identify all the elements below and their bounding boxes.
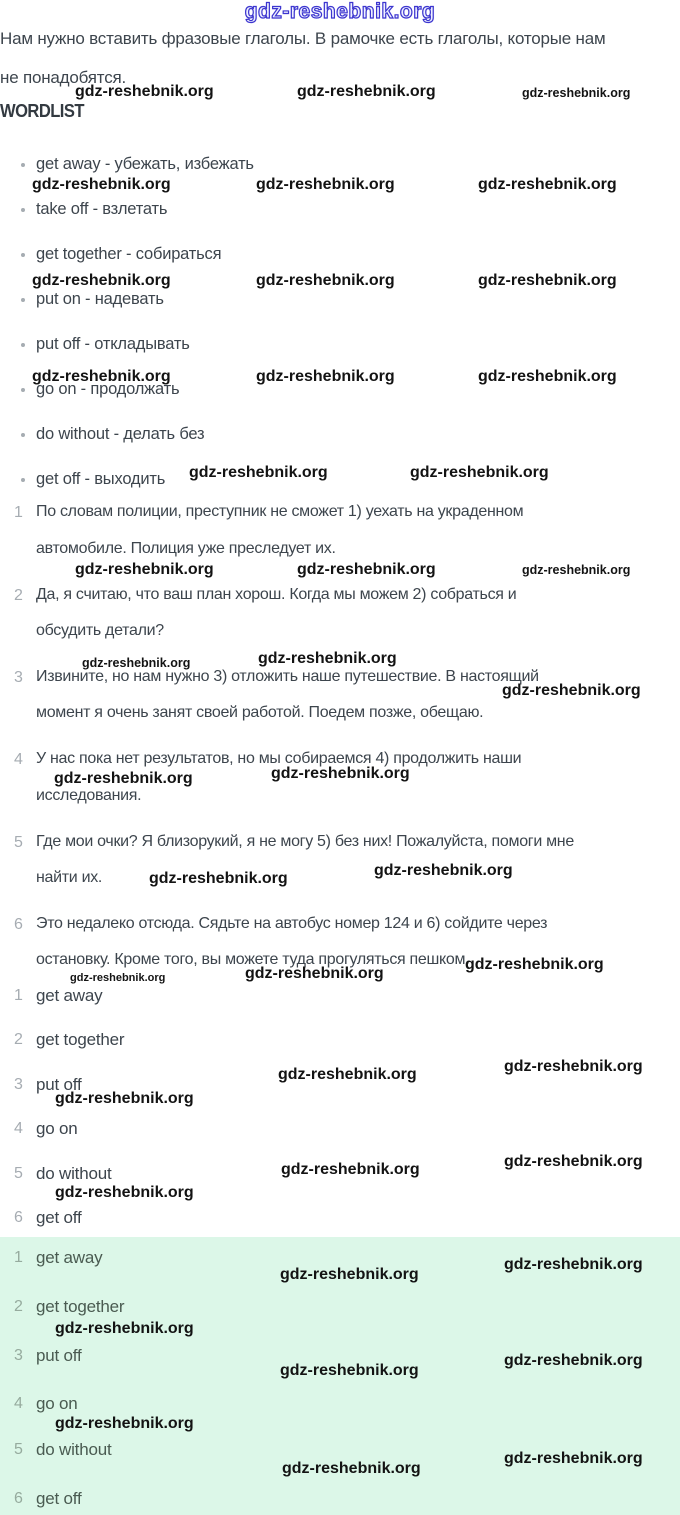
intro-line: не понадобятся.	[0, 68, 127, 87]
wordlist-item: get off - выходить	[36, 470, 166, 488]
bullet-icon	[21, 433, 25, 437]
site-watermark: gdz-reshebnik.org	[504, 1058, 643, 1075]
bullet-icon	[21, 343, 25, 347]
site-watermark: gdz-reshebnik.org	[70, 972, 166, 984]
sentence-line: остановку. Кроме того, вы можете туда прогуляться пешком.	[36, 951, 470, 968]
answer-text: get away	[36, 986, 103, 1005]
site-watermark: gdz-reshebnik.org	[522, 563, 631, 577]
sentence-line: обсудить детали?	[36, 622, 164, 639]
answer-text: get off	[36, 1208, 82, 1227]
site-watermark: gdz-reshebnik.org	[75, 561, 214, 578]
site-watermark: gdz-reshebnik.org	[82, 656, 191, 670]
site-watermark: gdz-reshebnik.org	[504, 1352, 643, 1369]
answer-text: put off	[36, 1346, 82, 1365]
site-watermark: gdz-reshebnik.org	[256, 368, 395, 385]
sentence-number: 6	[14, 916, 23, 933]
answer-text: put off	[36, 1075, 82, 1094]
site-watermark: gdz-reshebnik.org	[522, 86, 631, 100]
sentence-number: 3	[14, 669, 23, 686]
sentence-number: 4	[14, 751, 23, 768]
site-watermark: gdz-reshebnik.org	[55, 1415, 194, 1432]
site-watermark: gdz-reshebnik.org	[32, 368, 171, 385]
answer-number: 2	[14, 1031, 23, 1048]
site-watermark: gdz-reshebnik.org	[245, 965, 384, 982]
sentence-line: найти их.	[36, 869, 103, 886]
site-watermark: gdz-reshebnik.org	[55, 1320, 194, 1337]
intro-line: Нам нужно вставить фразовые глаголы. В рамочке есть глаголы, которые нам	[0, 29, 606, 48]
answer-number: 3	[14, 1347, 23, 1364]
sentence-line: исследования.	[36, 787, 142, 804]
answer-text: get together	[36, 1297, 125, 1316]
wordlist-item: go on - продолжать	[36, 380, 180, 398]
site-watermark: gdz-reshebnik.org	[32, 176, 171, 193]
answer-number: 2	[14, 1298, 23, 1315]
site-watermark: gdz-reshebnik.org	[282, 1460, 421, 1477]
answer-number: 6	[14, 1490, 23, 1507]
answer-number: 5	[14, 1165, 23, 1182]
wordlist-item: do without - делать без	[36, 425, 205, 443]
site-watermark: gdz-reshebnik.org	[256, 176, 395, 193]
site-watermark: gdz-reshebnik.org	[478, 368, 617, 385]
sentence-line: момент я очень занят своей работой. Поедем позже, обещаю.	[36, 704, 484, 721]
answer-number: 6	[14, 1209, 23, 1226]
sentence-number: 5	[14, 834, 23, 851]
site-watermark: gdz-reshebnik.org	[465, 956, 604, 973]
site-watermark: gdz-reshebnik.org	[281, 1161, 420, 1178]
sentence-number: 2	[14, 587, 23, 604]
answer-number: 4	[14, 1120, 23, 1137]
answer-text: get together	[36, 1030, 125, 1049]
site-watermark: gdz-reshebnik.org	[54, 770, 193, 787]
site-watermark-outline: gdz-reshebnik.org	[244, 0, 436, 23]
wordlist-item: put off - откладывать	[36, 335, 190, 353]
sentence-line: Это недалеко отсюда. Сядьте на автобус номер 124 и 6) сойдите через	[36, 915, 548, 932]
site-watermark: gdz-reshebnik.org	[374, 862, 513, 879]
answer-text: get off	[36, 1489, 82, 1508]
answer-text: do without	[36, 1164, 112, 1183]
answer-number: 1	[14, 987, 23, 1004]
answer-text: go on	[36, 1119, 78, 1138]
site-watermark: gdz-reshebnik.org	[478, 176, 617, 193]
site-watermark: gdz-reshebnik.org	[278, 1066, 417, 1083]
site-watermark: gdz-reshebnik.org	[504, 1153, 643, 1170]
site-watermark: gdz-reshebnik.org	[297, 83, 436, 100]
answer-text: get away	[36, 1248, 103, 1267]
answer-text: do without	[36, 1440, 112, 1459]
site-watermark: gdz-reshebnik.org	[502, 682, 641, 699]
wordlist-title: WORDLIST	[0, 101, 84, 121]
answer-number: 3	[14, 1076, 23, 1093]
site-watermark: gdz-reshebnik.org	[55, 1184, 194, 1201]
site-watermark: gdz-reshebnik.org	[55, 1090, 194, 1107]
wordlist-item: get away - убежать, избежать	[36, 155, 254, 173]
answer-number: 4	[14, 1395, 23, 1412]
site-watermark: gdz-reshebnik.org	[297, 561, 436, 578]
bullet-icon	[21, 253, 25, 257]
site-watermark: gdz-reshebnik.org	[271, 765, 410, 782]
sentence-line: автомобиле. Полиция уже преследует их.	[36, 540, 336, 557]
sentence-number: 1	[14, 504, 23, 521]
sentence-line: Да, я считаю, что ваш план хорош. Когда мы можем 2) собраться и	[36, 586, 517, 603]
site-watermark: gdz-reshebnik.org	[258, 650, 397, 667]
sentence-line: Где мои очки? Я близорукий, я не могу 5) без них! Пожалуйста, помоги мне	[36, 833, 574, 850]
bullet-icon	[21, 478, 25, 482]
answer-number: 5	[14, 1441, 23, 1458]
sentence-line: По словам полиции, преступник не сможет 1) уехать на украденном	[36, 503, 524, 520]
answer-text: go on	[36, 1394, 78, 1413]
site-watermark: gdz-reshebnik.org	[75, 83, 214, 100]
bullet-icon	[21, 163, 25, 167]
site-watermark: gdz-reshebnik.org	[410, 464, 549, 481]
site-watermark: gdz-reshebnik.org	[149, 870, 288, 887]
site-watermark: gdz-reshebnik.org	[280, 1362, 419, 1379]
bullet-icon	[21, 208, 25, 212]
site-watermark: gdz-reshebnik.org	[189, 464, 328, 481]
site-watermark: gdz-reshebnik.org	[256, 272, 395, 289]
sentence-line: Извините, но нам нужно 3) отложить наше путешествие. В настоящий	[36, 668, 539, 685]
sentence-line: У нас пока нет результатов, но мы собираемся 4) продолжить наши	[36, 750, 522, 767]
bullet-icon	[21, 388, 25, 392]
answer-number: 1	[14, 1249, 23, 1266]
site-watermark: gdz-reshebnik.org	[32, 272, 171, 289]
site-watermark: gdz-reshebnik.org	[478, 272, 617, 289]
bullet-icon	[21, 298, 25, 302]
wordlist-item: take off - взлетать	[36, 200, 168, 218]
wordlist-item: get together - собираться	[36, 245, 222, 263]
site-watermark: gdz-reshebnik.org	[504, 1256, 643, 1273]
site-watermark: gdz-reshebnik.org	[504, 1450, 643, 1467]
site-watermark: gdz-reshebnik.org	[280, 1266, 419, 1283]
wordlist-item: put on - надевать	[36, 290, 164, 308]
